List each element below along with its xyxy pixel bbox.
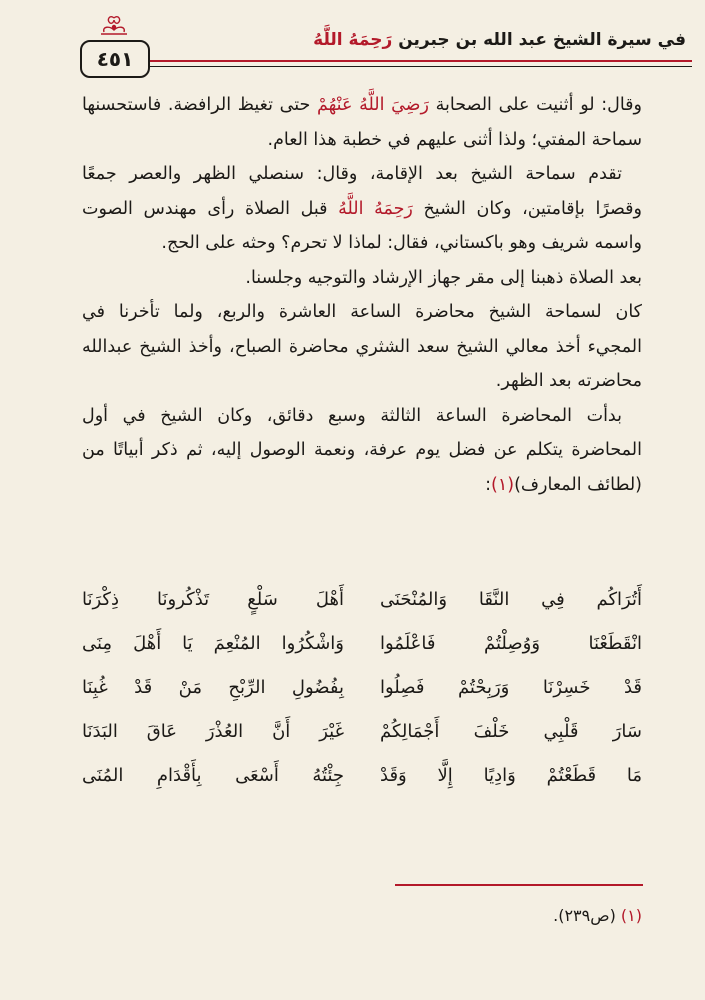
body-text — [82, 88, 642, 502]
poem-verse — [82, 622, 642, 666]
footnote-number: (١) — [620, 906, 642, 925]
hemistich-left: أَهْلَ سَلْعٍ تَذْكُرونَا ذِكْرَنَا — [82, 589, 344, 610]
honorific: رَضِيَ اللَّهُ عَنْهُمْ — [316, 95, 429, 115]
text-line: كان لسماحة الشيخ محاضرة الساعة العاشرة والربع، ولما تأخرنا في — [82, 302, 642, 322]
hemistich-left: وَاشْكُرُوا المُنْعِمَ يَا أَهْلَ مِنَى — [82, 633, 344, 654]
hemistich-left: غَيْرَ أَنَّ العُذْرَ عَاقَ البَدَنَا — [82, 721, 344, 742]
poem-verse — [82, 578, 642, 622]
hemistich-right: انْقَطَعْنَا وَوُصِلْتُمْ فَاعْلَمُوا — [380, 633, 642, 654]
poem — [82, 578, 642, 798]
hemistich-left: جِئْتُهُ أَسْعَى بِأَقْدَامِ المُنَى — [82, 765, 344, 786]
poem-verse — [82, 666, 642, 710]
text-line: بدأت المحاضرة الساعة الثالثة وسبع دقائق، وكان الشيخ في أول — [82, 405, 622, 426]
header-rule-red — [146, 60, 692, 62]
text-segment: حتى تغيظ الرافضة. فاستحسنها — [82, 95, 311, 115]
hemistich-right: سَارَ قَلْبِي خَلْفَ أَجْمَالِكُمْ — [380, 721, 642, 742]
running-title-text: في سيرة الشيخ عبد الله بن جبرين — [398, 30, 686, 50]
hemistich-right: أَتُرَاكُم فِي النَّقَا وَالمُنْحَنَى — [380, 589, 642, 610]
text-segment: وقال: لو أثنيت على الصحابة — [435, 95, 642, 115]
text-segment: (لطائف المعارف) — [514, 474, 642, 495]
hemistich-left: بِفُضُولِ الرِّبْحِ مَنْ قَدْ غُبِنَا — [82, 677, 344, 698]
footnote-rule — [395, 884, 643, 886]
footnote-text: (ص٢٣٩). — [553, 906, 616, 925]
footnote — [553, 906, 642, 925]
honorific: رَحِمَهُ اللَّهُ — [313, 30, 393, 50]
text-line: محاضرته بعد الظهر. — [495, 371, 642, 391]
text-line — [82, 192, 642, 227]
text-line — [82, 468, 642, 503]
text-line — [82, 88, 642, 123]
text-line: سماحة المفتي؛ ولذا أثنى عليهم في خطبة هذا العام. — [267, 129, 642, 150]
footnote-reference: (١) — [491, 474, 515, 495]
text-segment: قبل الصلاة رأى مهندس الصوت — [82, 198, 328, 219]
text-line: تقدم سماحة الشيخ بعد الإقامة، وقال: سنصلي الظهر والعصر جمعًا — [82, 164, 622, 184]
text-line: بعد الصلاة ذهبنا إلى مقر جهاز الإرشاد والتوجيه وجلسنا. — [245, 267, 642, 288]
text-line: المحاضرة يتكلم عن فضل يوم عرفة، ونعمة الوصول إليه، ثم ذكر أبياتًا من — [82, 440, 642, 460]
header-rule-black — [146, 66, 692, 67]
poem-verse — [82, 754, 642, 798]
text-segment: وقصرًا بإقامتين، وكان الشيخ — [423, 198, 642, 219]
floral-ornament-icon — [98, 14, 130, 38]
page-number: ٤٥١ — [80, 40, 150, 78]
poem-verse — [82, 710, 642, 754]
text-line: واسمه شريف وهو باكستاني، فقال: لماذا لا تحرم؟ وحثه على الحج. — [161, 233, 642, 253]
text-line: المجيء أخذ معالي الشيخ سعد الشثري محاضرة الصباح، وأخذ الشيخ عبدالله — [82, 336, 642, 357]
hemistich-right: مَا قَطَعْتُمْ وَادِيًا إِلَّا وَقَدْ — [380, 765, 642, 786]
text-segment: : — [485, 474, 492, 495]
page-header — [70, 8, 692, 78]
hemistich-right: قَدْ خَسِرْنَا وَرَبِحْتُمْ فَصِلُوا — [380, 677, 642, 698]
running-title — [313, 30, 686, 50]
honorific: رَحِمَهُ اللَّهُ — [338, 198, 413, 219]
